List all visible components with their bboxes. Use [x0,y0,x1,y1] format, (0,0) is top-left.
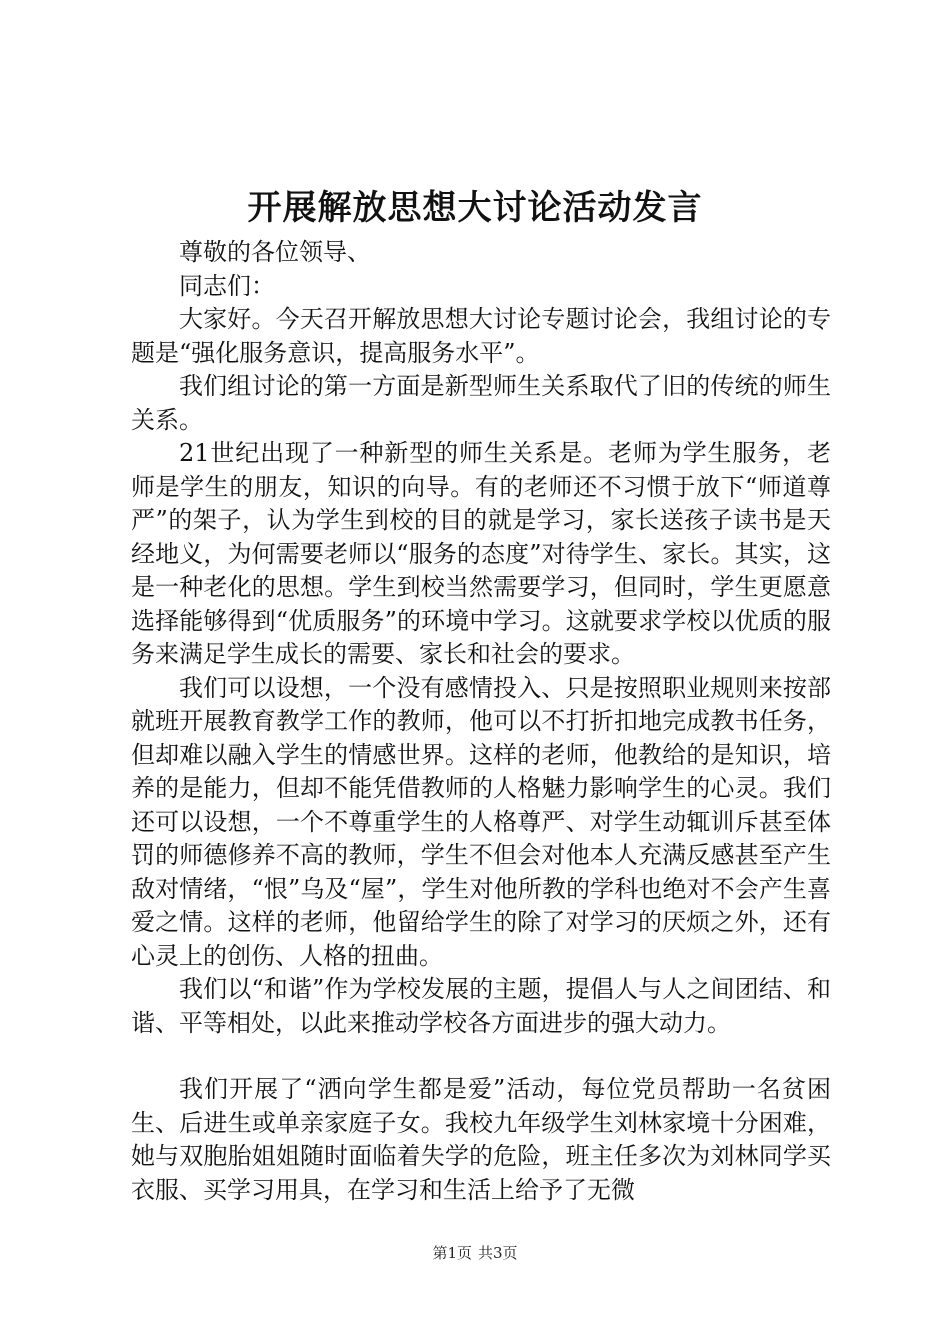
salutation-line-1: 尊敬的各位领导、 [179,238,371,266]
paragraph-activity: 我们开展了“洒向学生都是爱”活动，每位党员帮助一名贫困生、后进生或单亲家庭子女。我校九年级学生刘林家境十分困难，她与双胞胎姐姐随时面临着失学的危险，班主任多次为刘林同学买衣服、买学习用具，在学习和生活上给予了无微 [131,1075,831,1204]
paragraph-first-aspect: 我们组讨论的第一方面是新型师生关系取代了旧的传统的师生关系。 [131,372,831,434]
paragraph-harmony: 我们以“和谐”作为学校发展的主题，提倡人与人之间团结、和谐、平等相处，以此来推动学校各方面进步的强大动力。 [131,975,831,1037]
document-body [131,236,831,1207]
page-total: 共3页 [478,1244,518,1262]
paragraph-greeting: 大家好。今天召开解放思想大讨论专题讨论会，我组讨论的专题是“强化服务意识，提高服务水平”。 [131,305,831,367]
page-number: 第1页 [432,1244,472,1262]
document-title: 开展解放思想大讨论活动发言 [247,188,703,228]
salutation-line-2: 同志们： [179,271,275,300]
paragraph-new-relationship: 21世纪出现了一种新型的师生关系是。老师为学生服务，老师是学生的朋友，知识的向导。有的老师还不习惯于放下“师道尊严”的架子，认为学生到校的目的就是学习，家长送孩子读书是天经地义，为何需要老师以“服务的态度”对待学生、家长。其实，这是一种老化的思想。学生到校当然需要学习，但同时，学生更愿意选择能够得到“优质服务”的环境中学习。这就要求学校以优质的服务来满足学生成长的需要、家长和社会的要求。 [131,439,831,668]
paragraph-imagine: 我们可以设想，一个没有感情投入、只是按照职业规则来按部就班开展教育教学工作的教师，他可以不打折扣地完成教书任务，但却难以融入学生的情感世界。这样的老师，他教给的是知识，培养的是能力，但却不能凭借教师的人格魅力影响学生的心灵。我们还可以设想，一个不尊重学生的人格尊严、对学生动辄训斥甚至体罚的师德修养不高的教师，学生不但会对他本人充满反感甚至产生敌对情绪，“恨”乌及“屋”，学生对他所教的学科也绝对不会产生喜爱之情。这样的老师，他留给学生的除了对学习的厌烦之外，还有心灵上的创伤、人格的扭曲。 [131,673,831,970]
page-footer [0,1243,950,1263]
